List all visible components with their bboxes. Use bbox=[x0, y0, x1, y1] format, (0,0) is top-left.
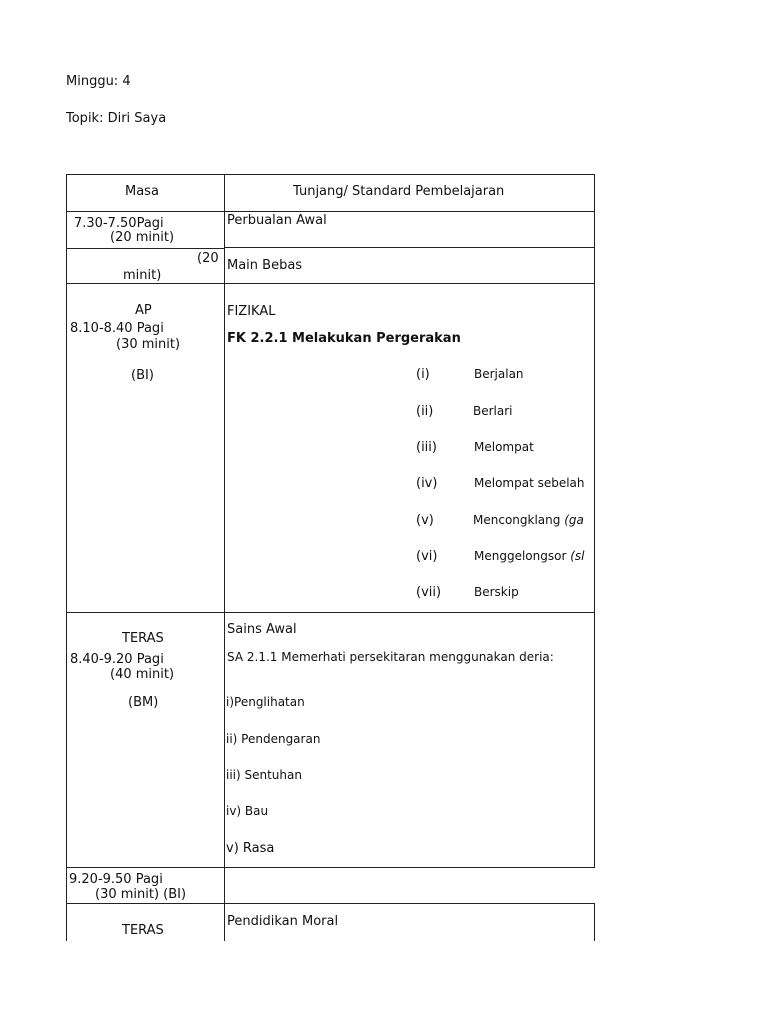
row6-label: TERAS bbox=[122, 923, 164, 938]
senses-list-item: iv) Bau bbox=[226, 804, 269, 818]
week-label: Minggu: 4 bbox=[66, 74, 131, 89]
row3-subject: FIZIKAL bbox=[227, 304, 276, 319]
table-row-divider bbox=[224, 247, 595, 248]
table-row-divider bbox=[66, 903, 595, 904]
table-row-divider bbox=[66, 867, 595, 868]
row1-time: 7.30-7.50Pagi bbox=[74, 216, 164, 231]
row5-time: 9.20-9.50 Pagi bbox=[69, 872, 163, 887]
table-border-left bbox=[66, 174, 67, 941]
list-item-text: Menggelongsor (sl bbox=[474, 549, 585, 563]
column-header-standard: Tunjang/ Standard Pembelajaran bbox=[293, 184, 505, 199]
list-item-text: Melompat sebelah bbox=[474, 476, 585, 490]
list-item-number: (v) bbox=[416, 513, 434, 528]
table-row-divider bbox=[66, 248, 224, 249]
list-item-number: (vii) bbox=[416, 585, 442, 600]
row1-duration: (20 minit) bbox=[110, 230, 175, 245]
row4-time: 8.40-9.20 Pagi bbox=[70, 652, 164, 667]
table-row-divider bbox=[66, 612, 595, 613]
row1-content: Perbualan Awal bbox=[227, 213, 327, 228]
row6-subject: Pendidikan Moral bbox=[227, 914, 339, 929]
list-item-number: (vi) bbox=[416, 549, 438, 564]
table-border-top bbox=[66, 174, 595, 175]
list-item-text: Mencongklang (ga bbox=[473, 513, 584, 527]
row4-label: TERAS bbox=[122, 631, 164, 646]
senses-list-item: i)Penglihatan bbox=[226, 695, 305, 709]
row4-subject: Sains Awal bbox=[227, 622, 297, 637]
row2-time-part: minit) bbox=[123, 268, 162, 283]
column-header-masa: Masa bbox=[125, 184, 159, 199]
table-header-divider bbox=[66, 211, 595, 212]
row3-standard: FK 2.2.1 Melakukan Pergerakan bbox=[227, 331, 461, 346]
row3-duration: (30 minit) bbox=[116, 337, 181, 352]
list-item-text: Berjalan bbox=[474, 367, 524, 381]
row3-label: AP bbox=[135, 303, 152, 318]
movement-list bbox=[224, 284, 594, 612]
list-item-number: (ii) bbox=[416, 404, 434, 419]
row2-content: Main Bebas bbox=[227, 258, 303, 273]
senses-list-item: ii) Pendengaran bbox=[226, 732, 321, 746]
row5-duration: (30 minit) (BI) bbox=[95, 887, 187, 902]
list-item-text: Berlari bbox=[473, 404, 513, 418]
row2-time-part: (20 bbox=[197, 251, 219, 266]
row3-lang: (BI) bbox=[131, 368, 154, 383]
topic-label: Topik: Diri Saya bbox=[66, 111, 167, 126]
senses-list-item: v) Rasa bbox=[226, 841, 275, 856]
row3-time: 8.10-8.40 Pagi bbox=[70, 321, 164, 336]
row4-standard: SA 2.1.1 Memerhati persekitaran menggunakan deria: bbox=[227, 650, 554, 664]
list-item-number: (i) bbox=[416, 367, 430, 382]
list-item-number: (iii) bbox=[416, 440, 437, 455]
senses-list-item: iii) Sentuhan bbox=[226, 768, 302, 782]
table-border-right bbox=[594, 903, 595, 941]
list-item-number: (iv) bbox=[416, 476, 438, 491]
row4-lang: (BM) bbox=[128, 695, 159, 710]
list-item-text: Melompat bbox=[474, 440, 534, 454]
table-border-right bbox=[594, 174, 595, 868]
list-item-text: Berskip bbox=[474, 585, 519, 599]
row4-duration: (40 minit) bbox=[110, 667, 175, 682]
